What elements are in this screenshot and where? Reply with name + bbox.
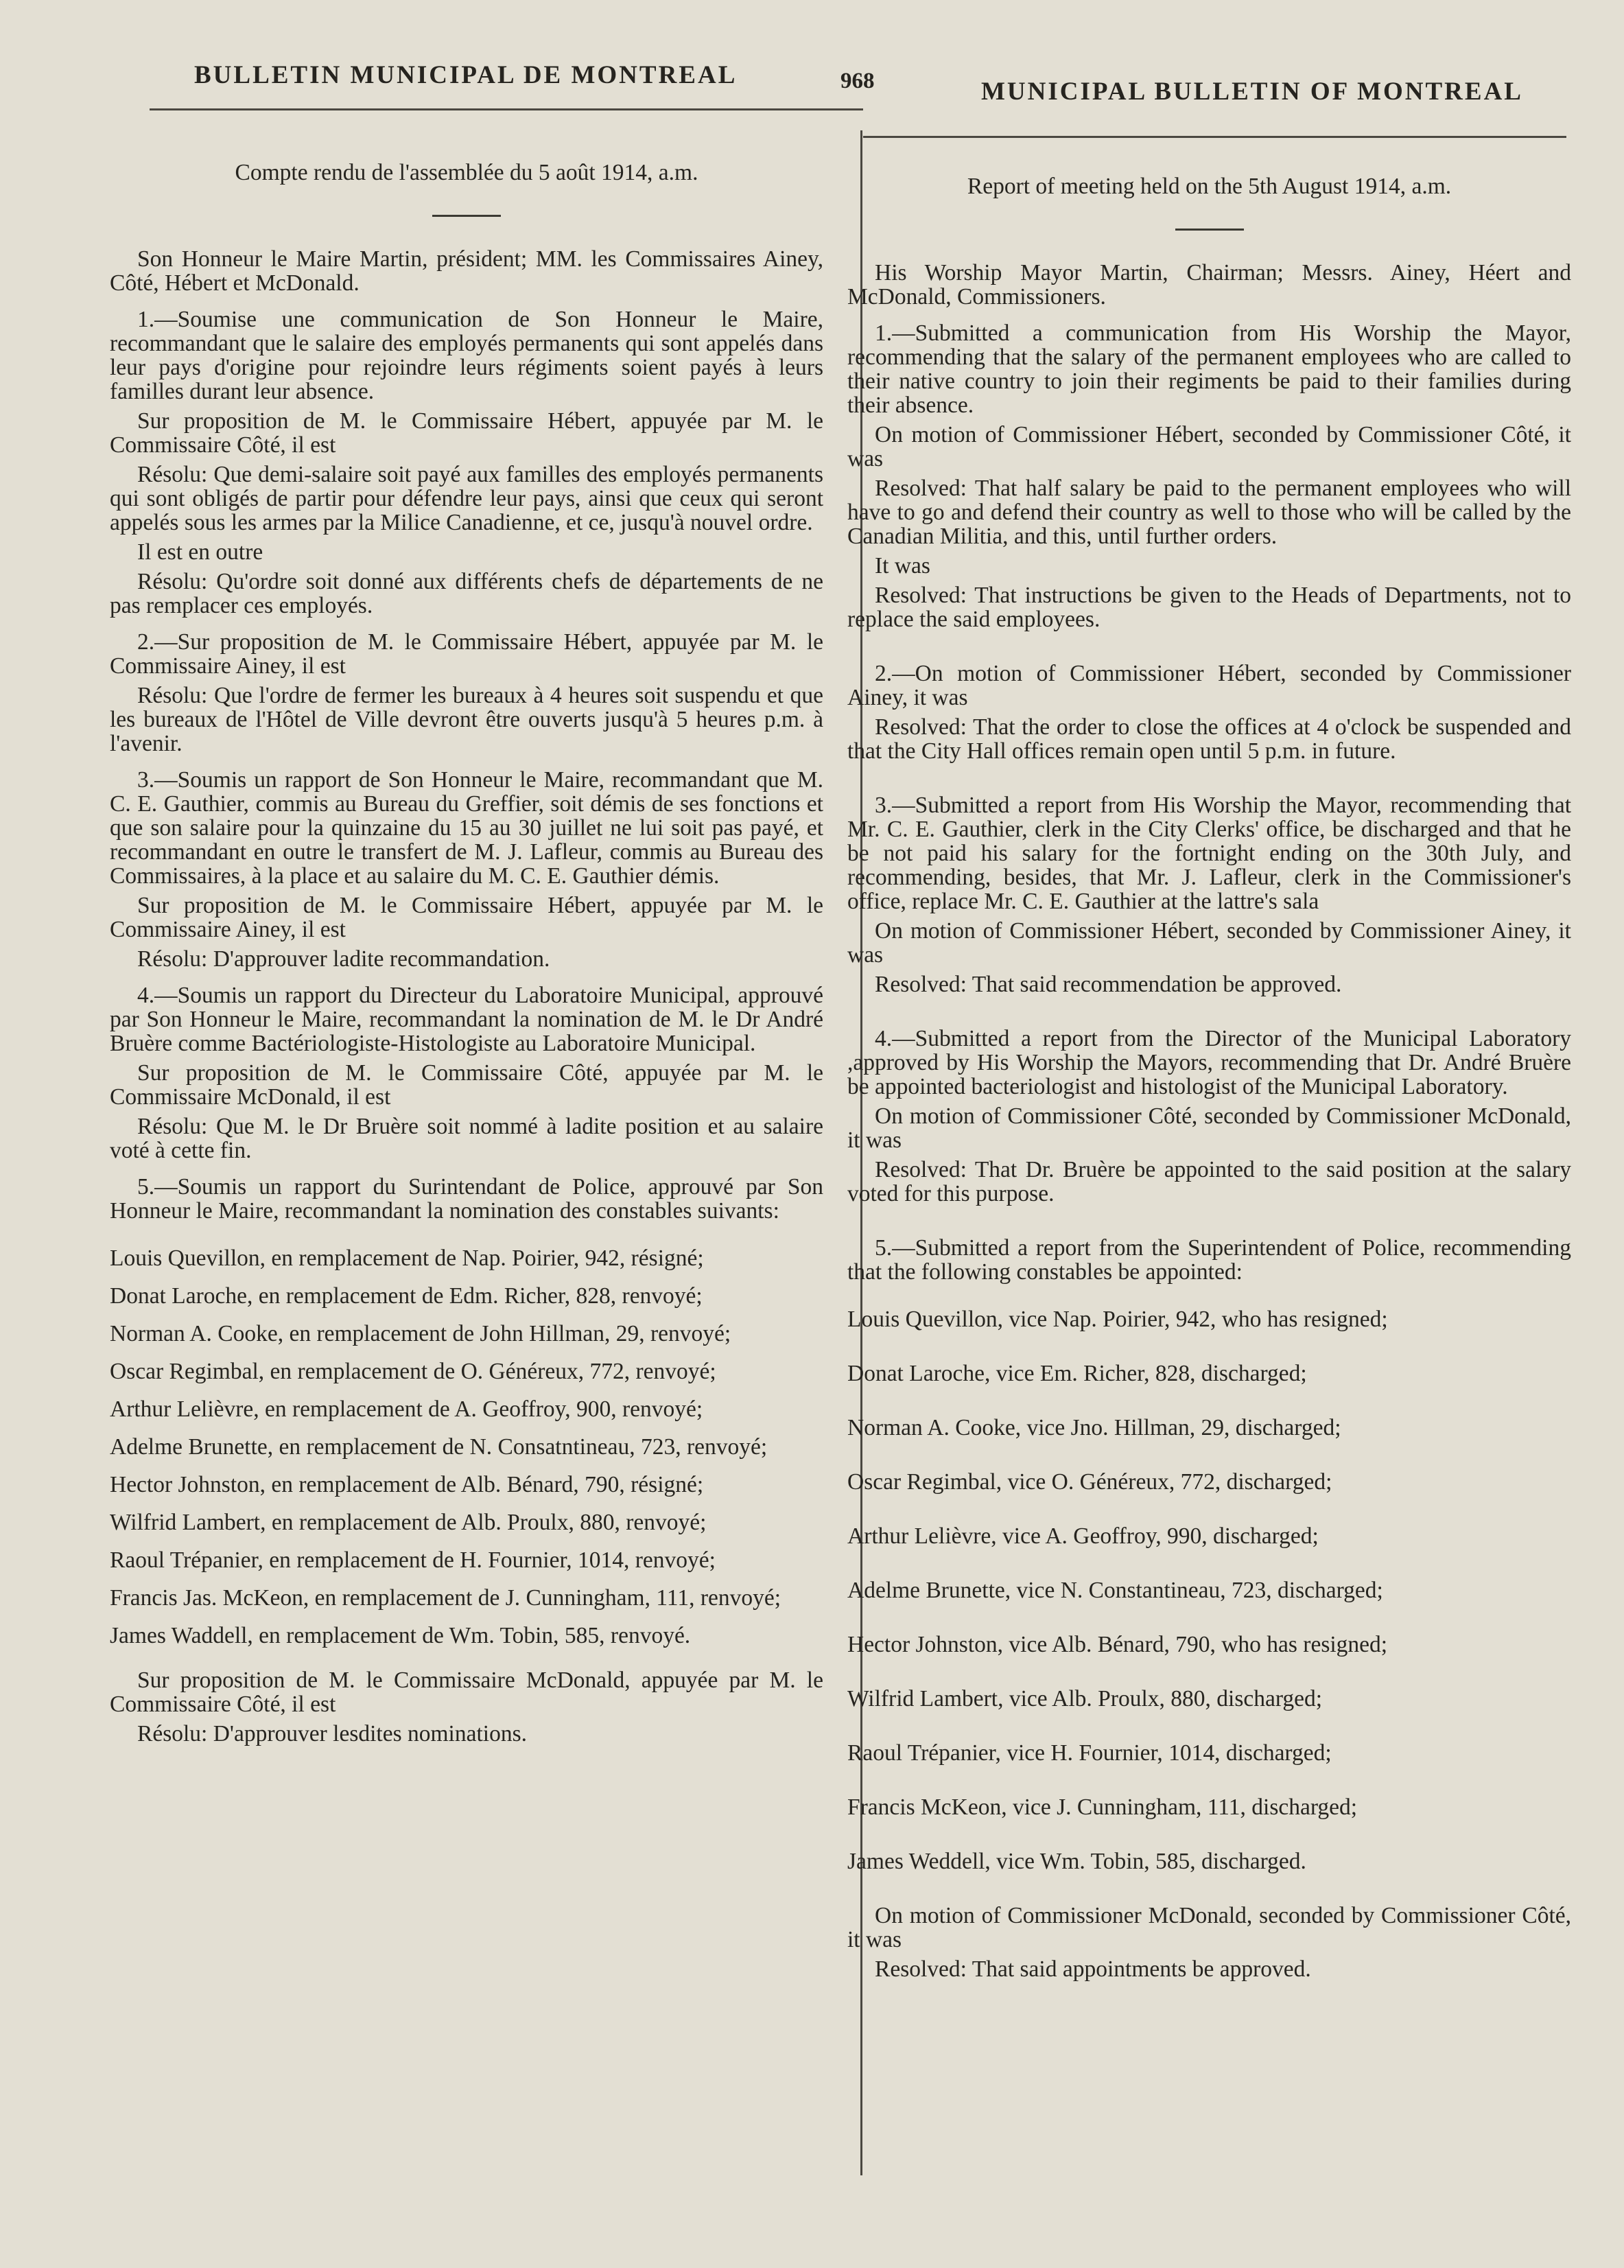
english-column (847, 165, 1571, 1987)
english-item-4-motion: On motion of Commissioner Côté, seconded by Commissioner McDonald, it was (847, 1103, 1571, 1153)
english-item-4-resolved: Resolved: That Dr. Bruère be appointed to the said position at the salary voted for this purpose. (847, 1157, 1571, 1206)
english-item-3-text: 3.—Submitted a report from His Worship the Mayor, recommending that Mr. C. E. Gauthier, clerk in the City Clerks' office, be discharged and that he be not paid his salary for the fortnight ending on the 30th July, and recommending, besides, that Mr. J. Lafleur, clerk in the Commissioner's office, replace Mr. C. E. Gauthier at the lattre's sala (847, 793, 1571, 914)
list-item: Norman A. Cooke, en remplacement de John Hillman, 29, renvoyé; (110, 1321, 731, 1346)
list-item: Arthur Lelièvre, vice A. Geoffroy, 990, discharged; (847, 1523, 1319, 1549)
french-item-2-resolved: Résolu: Que l'ordre de fermer les bureaux à 4 heures soit suspendu et que les bureaux de l'Hôtel de Ville devront être ouverts jusqu'à 5 heures p.m. à l'avenir. (110, 683, 823, 756)
page-number: 968 (840, 69, 875, 93)
list-item: James Waddell, en remplacement de Wm. Tobin, 585, renvoyé. (110, 1623, 691, 1648)
english-item-5-motion: On motion of Commissioner McDonald, seconded by Commissioner Côté, it was (847, 1903, 1571, 1952)
french-item-1-resolved-2: Résolu: Qu'ordre soit donné aux différents chefs de départements de ne pas remplacer ces employés. (110, 569, 823, 618)
list-item: Oscar Regimbal, en remplacement de O. Généreux, 772, renvoyé; (110, 1359, 716, 1384)
french-item-5-motion: Sur proposition de M. le Commissaire McDonald, appuyée par M. le Commissaire Côté, il est (110, 1668, 823, 1717)
english-item-5-resolved: Resolved: That said appointments be approved. (875, 1956, 1311, 1982)
list-item: Francis McKeon, vice J. Cunningham, 111, discharged; (847, 1794, 1358, 1820)
french-item-4-text: 4.—Soumis un rapport du Directeur du Laboratoire Municipal, approuvé par Son Honneur le Maire, recommandant la nomination de M. le Dr André Bruère comme Bactériologiste-Histologiste au Laboratoire Municipal. (110, 983, 823, 1056)
french-item-1-further: Il est en outre (137, 539, 263, 565)
french-item-1-text: 1.—Soumise une communication de Son Honneur le Maire, recommandant que le salaire des employés permanents qui sont appelés dans leur pays d'origine pour rejoindre leurs régiments soient payés à leurs familles durant leur absence. (110, 307, 823, 404)
english-item-3-motion: On motion of Commissioner Hébert, seconded by Commissioner Ainey, it was (847, 918, 1571, 968)
english-item-1-resolved-2: Resolved: That instructions be given to the Heads of Departments, not to replace the said employees. (847, 583, 1571, 632)
list-item: Hector Johnston, vice Alb. Bénard, 790, who has resigned; (847, 1632, 1388, 1657)
english-item-1-motion: On motion of Commissioner Hébert, seconded by Commissioner Côté, it was (847, 422, 1571, 471)
list-item: Wilfrid Lambert, en remplacement de Alb. Proulx, 880, renvoyé; (110, 1510, 707, 1535)
list-item: Donat Laroche, en remplacement de Edm. Richer, 828, renvoyé; (110, 1283, 703, 1309)
french-item-3-text: 3.—Soumis un rapport de Son Honneur le Maire, recommandant que M. C. E. Gauthier, commis au Bureau du Greffier, soit démis de ses fonctions et que son salaire pour la quinzaine du 15 au 30 juillet ne lui soit pas payé, et recommandant en outre le transfert de M. J. Lafleur, commis au Bureau des Commissaires, à la place et au salaire du M. C. E. Gauthier démis. (110, 767, 823, 889)
list-item: Raoul Trépanier, en remplacement de H. Fournier, 1014, renvoyé; (110, 1547, 716, 1573)
header-rule-right (863, 136, 1566, 138)
french-attendance: Son Honneur le Maire Martin, président; MM. les Commissaires Ainey, Côté, Hébert et McDonald. (110, 246, 823, 296)
header-rule-left (150, 108, 863, 110)
english-item-2-resolved: Resolved: That the order to close the offices at 4 o'clock be suspended and that the City Hall offices remain open until 5 p.m. in future. (847, 714, 1571, 764)
english-item-1-text: 1.—Submitted a communication from His Worship the Mayor, recommending that the salary of the permanent employees who are called to their native country to join their regiments be paid to their families during their absence. (847, 320, 1571, 418)
english-constables-list (847, 1307, 1571, 1873)
list-item: Adelme Brunette, vice N. Constantineau, 723, discharged; (847, 1578, 1383, 1603)
french-item-2-text: 2.—Sur proposition de M. le Commissaire Hébert, appuyée par M. le Commissaire Ainey, il est (110, 629, 823, 679)
list-item: Wilfrid Lambert, vice Alb. Proulx, 880, discharged; (847, 1686, 1323, 1711)
english-attendance: His Worship Mayor Martin, Chairman; Messrs. Ainey, Héert and McDonald, Commissioners. (847, 260, 1571, 309)
french-item-4-motion: Sur proposition de M. le Commissaire Côté, appuyée par M. le Commissaire McDonald, il est (110, 1060, 823, 1110)
list-item: Raoul Trépanier, vice H. Fournier, 1014, discharged; (847, 1740, 1332, 1766)
english-item-1-further: It was (875, 553, 930, 578)
list-item: Norman A. Cooke, vice Jno. Hillman, 29, discharged; (847, 1415, 1341, 1440)
list-item: Donat Laroche, vice Em. Richer, 828, discharged; (847, 1361, 1307, 1386)
list-item: Oscar Regimbal, vice O. Généreux, 772, discharged; (847, 1469, 1332, 1495)
french-item-3-resolved: Résolu: D'approuver ladite recommandation. (137, 946, 550, 972)
french-item-3-motion: Sur proposition de M. le Commissaire Hébert, appuyée par M. le Commissaire Ainey, il est (110, 893, 823, 942)
english-item-1-resolved: Resolved: That half salary be paid to the permanent employees who will have to go and defend their country as well to those who will be called by the Canadian Militia, and this, until further orders. (847, 476, 1571, 549)
list-item: Francis Jas. McKeon, en remplacement de J. Cunningham, 111, renvoyé; (110, 1585, 781, 1611)
list-item: Hector Johnston, en remplacement de Alb. Bénard, 790, résigné; (110, 1472, 704, 1497)
list-item: Adelme Brunette, en remplacement de N. Consatntineau, 723, renvoyé; (110, 1434, 768, 1460)
english-item-3-resolved: Resolved: That said recommendation be approved. (875, 972, 1342, 997)
english-title: Report of meeting held on the 5th August 1914, a.m. (967, 174, 1452, 199)
english-item-4-text: 4.—Submitted a report from the Director of the Municipal Laboratory ,approved by His Worship the Mayors, recommending that Dr. André Bruère be appointed bacteriologist and histologist of the Municipal Laboratory. (847, 1026, 1571, 1099)
french-title-dash (432, 215, 501, 217)
french-item-1-motion: Sur proposition de M. le Commissaire Hébert, appuyée par M. le Commissaire Côté, il est (110, 408, 823, 458)
french-title: Compte rendu de l'assemblée du 5 août 1914, a.m. (235, 160, 698, 185)
english-item-2-text: 2.—On motion of Commissioner Hébert, seconded by Commissioner Ainey, it was (847, 661, 1571, 710)
list-item: Louis Quevillon, vice Nap. Poirier, 942, who has resigned; (847, 1307, 1388, 1332)
french-item-4-resolved: Résolu: Que M. le Dr Bruère soit nommé à ladite position et au salaire voté à cette fin. (110, 1114, 823, 1163)
french-column (110, 151, 823, 1751)
french-item-5-resolved: Résolu: D'approuver lesdites nominations. (137, 1721, 528, 1746)
french-item-5-text: 5.—Soumis un rapport du Surintendant de Police, approuvé par Son Honneur le Maire, recommandant la nomination des constables suivants: (110, 1174, 823, 1224)
list-item: Louis Quevillon, en remplacement de Nap. Poirier, 942, résigné; (110, 1246, 704, 1271)
list-item: James Weddell, vice Wm. Tobin, 585, discharged. (847, 1849, 1306, 1874)
english-item-5-text: 5.—Submitted a report from the Superintendent of Police, recommending that the following constables be appointed: (847, 1235, 1571, 1285)
header-left-title: BULLETIN MUNICIPAL DE MONTREAL (194, 61, 738, 89)
list-item: Arthur Lelièvre, en remplacement de A. Geoffroy, 900, renvoyé; (110, 1396, 703, 1422)
french-item-1-resolved: Résolu: Que demi-salaire soit payé aux familles des employés permanents qui sont obligés de partir pour défendre leur pays, ainsi que ceux qui seront appelés sous les armes par la Milice Canadienne, et ce, jusqu'à nouvel ordre. (110, 462, 823, 535)
english-title-dash (1175, 229, 1244, 231)
header-right-title: MUNICIPAL BULLETIN OF MONTREAL (981, 78, 1523, 106)
french-constables-list (110, 1246, 823, 1648)
